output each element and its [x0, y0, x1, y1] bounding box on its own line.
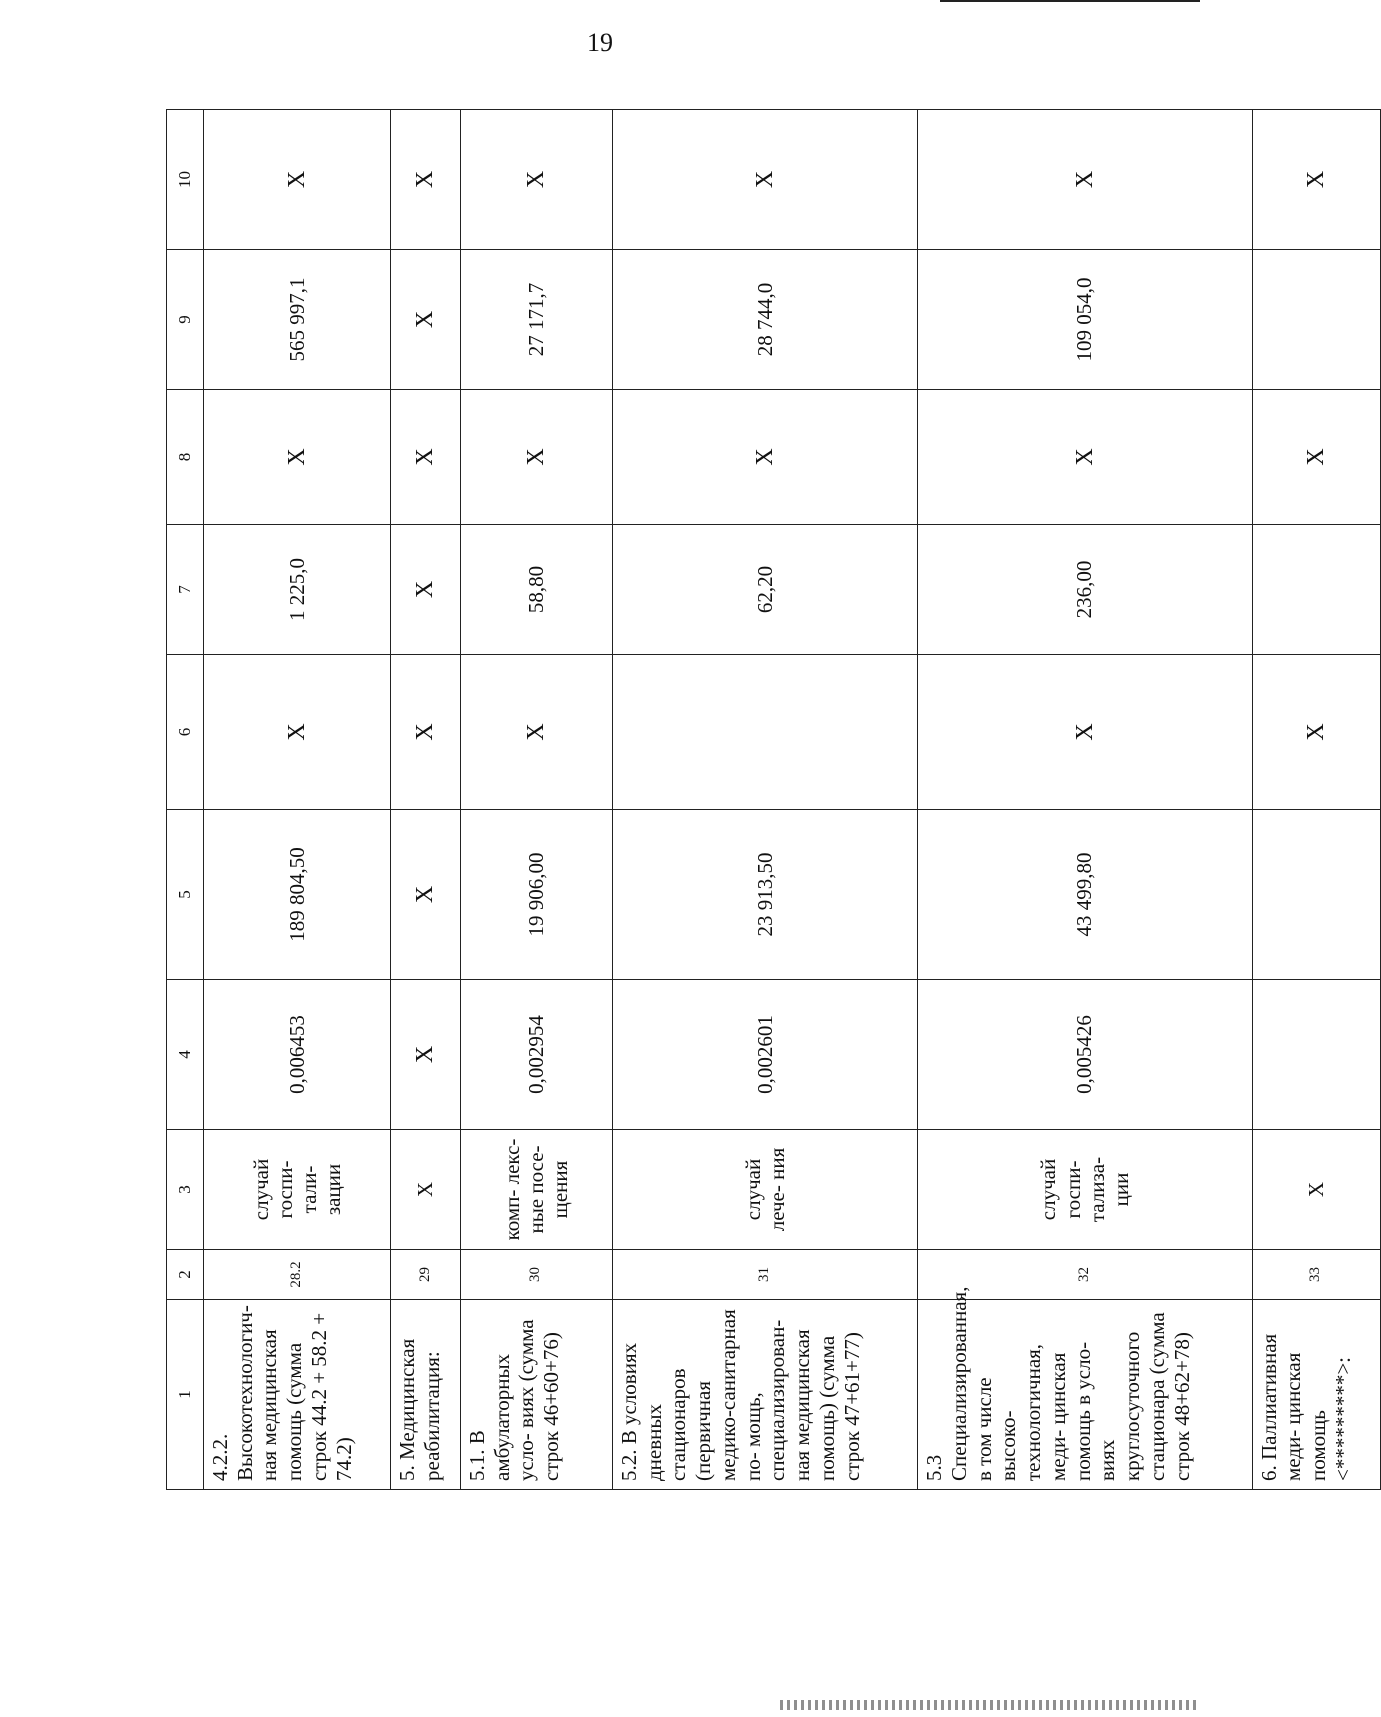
row-line-number-cell: 30: [460, 1250, 612, 1300]
row-value-cell: 189 804,50: [203, 810, 390, 980]
row-line-number-cell: 29: [391, 1250, 461, 1300]
row-value-cell: 28 744,0: [612, 250, 917, 390]
table-row: [391, 110, 461, 1490]
row-name-cell: 6. Паллиативная меди- цинская помощь <*********>:: [1252, 1300, 1380, 1490]
row-value-cell: [612, 655, 917, 810]
row-name-cell: 4.2.2. Высокотехнологич- ная медицинская помощь (сумма строк 44.2 + 58.2 + 74.2): [203, 1300, 390, 1490]
top-edge-rule: [940, 0, 1200, 2]
row-value-cell: Х: [203, 110, 390, 250]
page-number: 19: [587, 28, 613, 57]
row-line-number-cell: 32: [917, 1250, 1252, 1300]
row-value-cell: Х: [391, 980, 461, 1130]
row-value-cell: Х: [460, 655, 612, 810]
row-value-cell: 23 913,50: [612, 810, 917, 980]
column-number-row: [167, 110, 204, 1490]
row-value-cell: Х: [203, 655, 390, 810]
column-header: 2: [167, 1250, 204, 1300]
row-value-cell: 58,80: [460, 525, 612, 655]
row-name-cell: 5.3 Специализированная, в том числе высоко- технологичная, меди- цинская помощь в усло- виях круглосуточного стационара (сумма строк 48+62+78): [917, 1300, 1252, 1490]
column-header: 6: [167, 655, 204, 810]
row-unit-cell: случай лече- ния: [612, 1130, 917, 1250]
row-value-cell: 0,002954: [460, 980, 612, 1130]
column-header: 1: [167, 1300, 204, 1490]
column-header: 5: [167, 810, 204, 980]
row-value-cell: [1252, 250, 1380, 390]
table-row: [460, 110, 612, 1490]
column-header: 10: [167, 110, 204, 250]
row-value-cell: Х: [391, 390, 461, 525]
row-value-cell: Х: [917, 110, 1252, 250]
row-value-cell: Х: [917, 390, 1252, 525]
row-value-cell: Х: [917, 655, 1252, 810]
row-value-cell: 565 997,1: [203, 250, 390, 390]
row-value-cell: 109 054,0: [917, 250, 1252, 390]
row-unit-cell: Х: [391, 1130, 461, 1250]
row-name-cell: 5. Медицинская реабилитация:: [391, 1300, 461, 1490]
row-line-number-cell: 33: [1252, 1250, 1380, 1300]
row-value-cell: 43 499,80: [917, 810, 1252, 980]
row-value-cell: Х: [612, 110, 917, 250]
column-header: 4: [167, 980, 204, 1130]
row-name-cell: 5.2. В условиях дневных стационаров (первичная медико-санитарная по- мощь, специализирован- ная медицинская помощь) (сумма строк 47+61+77): [612, 1300, 917, 1490]
row-value-cell: 19 906,00: [460, 810, 612, 980]
row-value-cell: 0,002601: [612, 980, 917, 1130]
row-value-cell: [1252, 810, 1380, 980]
row-value-cell: [1252, 980, 1380, 1130]
row-name-cell: 5.1. В амбулаторных усло- виях (сумма строк 46+60+76): [460, 1300, 612, 1490]
row-value-cell: Х: [1252, 655, 1380, 810]
row-value-cell: Х: [1252, 110, 1380, 250]
table-row: [917, 110, 1252, 1490]
row-unit-cell: случай госпи- тали- зации: [203, 1130, 390, 1250]
row-value-cell: 62,20: [612, 525, 917, 655]
table-row: [1252, 110, 1380, 1490]
row-unit-cell: Х: [1252, 1130, 1380, 1250]
row-value-cell: 236,00: [917, 525, 1252, 655]
row-value-cell: Х: [391, 250, 461, 390]
table-row: [203, 110, 390, 1490]
row-line-number-cell: 31: [612, 1250, 917, 1300]
row-value-cell: 0,005426: [917, 980, 1252, 1130]
row-value-cell: 0,006453: [203, 980, 390, 1130]
row-value-cell: Х: [203, 390, 390, 525]
column-header: 7: [167, 525, 204, 655]
column-header: 9: [167, 250, 204, 390]
rotated-table-frame: [166, 110, 1381, 1490]
row-value-cell: Х: [391, 110, 461, 250]
column-header: 3: [167, 1130, 204, 1250]
table-row: [612, 110, 917, 1490]
row-value-cell: Х: [612, 390, 917, 525]
rotated-table-container: [166, 110, 1381, 1481]
row-value-cell: Х: [391, 525, 461, 655]
row-unit-cell: комп- лекс- ные посе- щения: [460, 1130, 612, 1250]
data-table: [166, 109, 1381, 1490]
row-value-cell: Х: [460, 110, 612, 250]
row-value-cell: Х: [391, 810, 461, 980]
row-line-number-cell: 28.2: [203, 1250, 390, 1300]
row-value-cell: [1252, 525, 1380, 655]
row-value-cell: Х: [391, 655, 461, 810]
row-value-cell: Х: [460, 390, 612, 525]
row-unit-cell: случай госпи- тализа- ции: [917, 1130, 1252, 1250]
column-header: 8: [167, 390, 204, 525]
row-value-cell: 1 225,0: [203, 525, 390, 655]
scan-edge-marks: [780, 1700, 1200, 1710]
row-value-cell: Х: [1252, 390, 1380, 525]
row-value-cell: 27 171,7: [460, 250, 612, 390]
